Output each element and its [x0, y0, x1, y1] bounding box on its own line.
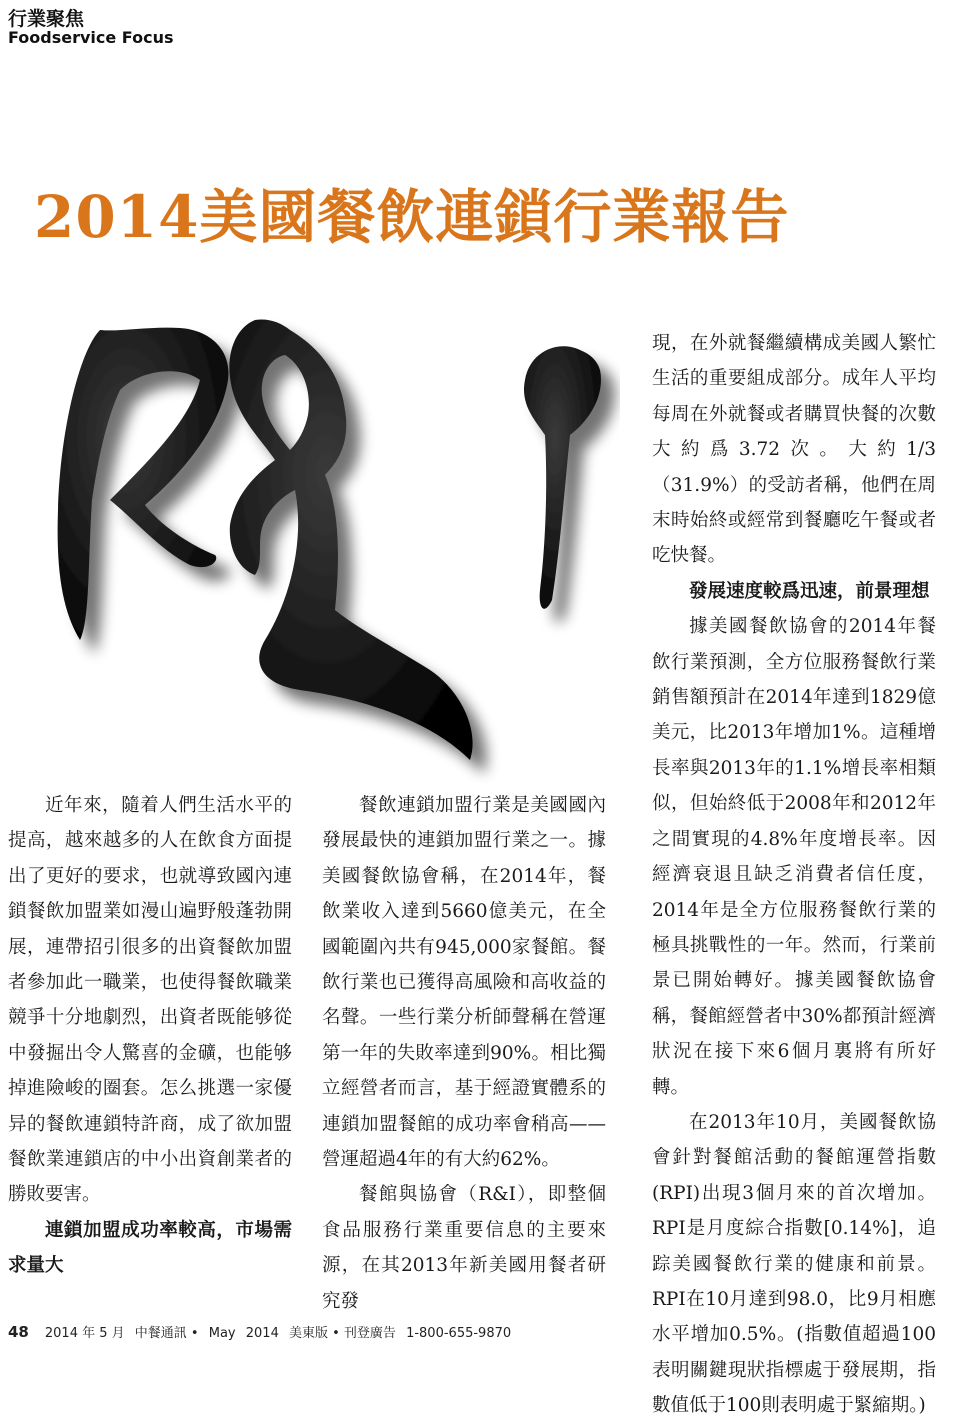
section-label: 行業聚焦: [8, 8, 85, 30]
subheading: 發展速度較爲迅速，前景理想: [689, 580, 930, 602]
body-paragraph: 近年來，隨着人們生活水平的提高，越來越多的人在飲食方面提出了更好的要求，也就導致國內連鎖餐飲加盟業如漫山遍野般蓬勃開展，連帶招引很多的出資餐飲加盟者參加此一職業，也使得餐飲職業競爭十分地劇烈，出資者既能够從中發掘出令人驚喜的金礦，也能够掉進險峻的圈套。怎么挑選一家優异的餐飲連鎖特許商，成了欲加盟餐飲業連鎖店的中小出資創業者的勝敗要害。: [8, 795, 292, 1206]
article-title: 2014美國餐飲連鎖行業報告: [34, 183, 790, 251]
subheading: 連鎖加盟成功率較高，市場需求量大: [8, 1219, 292, 1277]
logo-letter-i: [524, 346, 601, 608]
section-label-english: Foodservice Focus: [8, 28, 174, 47]
logo-ampersand: [229, 319, 472, 760]
page-number: 48: [8, 1323, 29, 1341]
logo-letter-r: [58, 328, 229, 640]
publication-name: 中餐通訊 •: [134, 1326, 199, 1341]
body-paragraph: 據美國餐飲協會的2014年餐飲行業預測，全方位服務餐飲行業銷售額預計在2014年達到1829億美元，比2013年增加1%。這種增長率與2013年的1.1%增長率相類似，但始終低于2008年和2012年之間實現的4.8%年度增長率。因經濟衰退且缺乏消費者信任度，2014年是全方位服務餐飲行業的極具挑戰性的一年。然而，行業前景已開始轉好。據美國餐飲協會稱，餐館經營者中30%都預計經濟狀況在接下來6個月裏將有所好轉。: [652, 616, 936, 1098]
body-paragraph: 餐飲連鎖加盟行業是美國國內發展最快的連鎖加盟行業之一。據美國餐飲協會稱，在2014年，餐飲業收入達到5660億美元，在全國範圍內共有945,000家餐館。餐飲行業也已獲得高風險和高收益的名聲。一些行業分析師聲稱在營運第一年的失敗率達到90%。相比獨立經營者而言，基于經證實體系的連鎖加盟餐館的成功率會稍高——營運超過4年的有大約62%。: [322, 795, 606, 1171]
body-paragraph: 現，在外就餐繼續構成美國人繁忙生活的重要組成部分。成年人平均每周在外就餐或者購買快餐的次數大約爲3.72次。大約1/3（31.9%）的受訪者稱，他們在周末時始終或經常到餐廳吃午餐或者吃快餐。: [652, 333, 936, 567]
page-footer: [8, 1322, 511, 1341]
ad-phone: 1-800-655-9870: [406, 1326, 512, 1341]
ri-brush-logo: [40, 310, 620, 790]
body-paragraph: 在2013年10月，美國餐飲協會針對餐館活動的餐館運營指數(RPI)出現3個月來的首次增加。RPI是月度綜合指數[0.14%]，追踪美國餐飲行業的健康和前景。RPI在10月達到98.0，比9月相應水平增加0.5%。(指數值超過100表明關鍵現狀指標處于發展期，指數值低于100則表明處于緊縮期。): [652, 1111, 936, 1417]
body-paragraph: 餐館與協會（R&I），即整個食品服務行業重要信息的主要來源，在其2013年新美國用餐者研究發: [322, 1184, 606, 1312]
edition-label: 美東版 • 刊登廣告: [289, 1326, 396, 1341]
article-column-2: [322, 788, 606, 1319]
footer-date: 2014 年 5 月: [44, 1326, 125, 1341]
footer-year: 2014: [245, 1326, 279, 1341]
article-column-1: [8, 788, 292, 1284]
footer-month: May: [208, 1326, 236, 1341]
article-column-3: [652, 326, 936, 1424]
